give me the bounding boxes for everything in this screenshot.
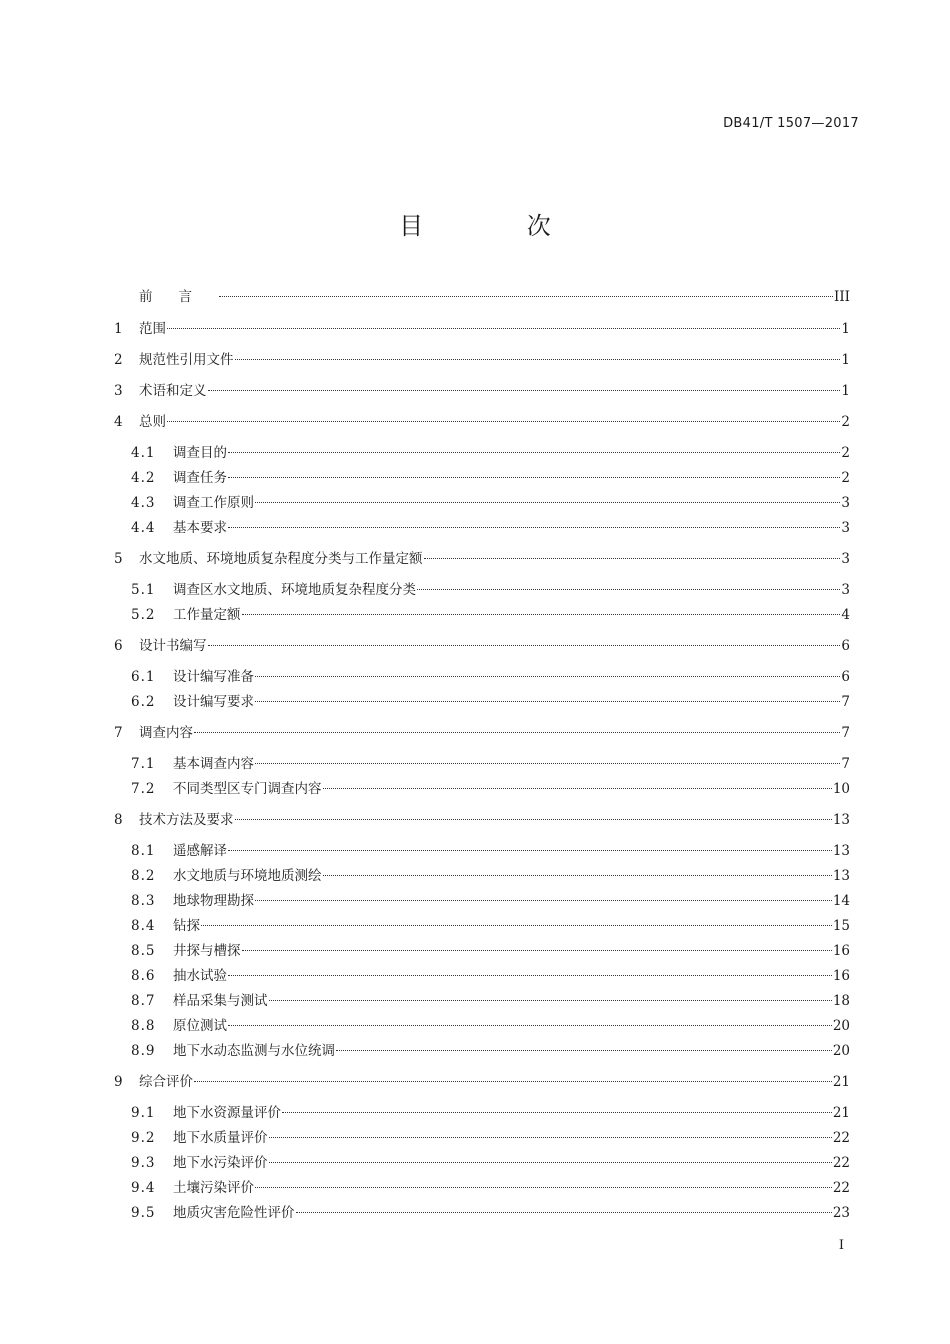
toc-entry[interactable] — [131, 1128, 850, 1148]
toc-entry-page: 6 — [841, 669, 850, 685]
toc-entry-number: 9.2 — [131, 1130, 156, 1146]
toc-entry[interactable] — [131, 692, 850, 712]
toc-entry[interactable] — [114, 723, 850, 743]
toc-entry-number: 8.3 — [131, 893, 156, 909]
toc-entry[interactable] — [131, 1178, 850, 1198]
toc-entry-number: 8.7 — [131, 993, 156, 1009]
toc-entry[interactable] — [114, 319, 850, 339]
toc-dot-leader — [255, 701, 840, 702]
toc-entry-number: 4 — [114, 414, 123, 430]
toc-entry-title: 设计编写准备 — [173, 669, 254, 685]
toc-dot-leader — [269, 1137, 832, 1138]
toc-entry-title: 地下水污染评价 — [173, 1155, 268, 1171]
toc-entry-page: 1 — [841, 321, 850, 337]
toc-entry[interactable] — [114, 287, 850, 307]
toc-dot-leader — [228, 1025, 832, 1026]
toc-entry[interactable] — [114, 636, 850, 656]
toc-entry-number: 8.1 — [131, 843, 156, 859]
toc-entry-page: 1 — [841, 352, 850, 368]
toc-entry-title: 前言 — [139, 289, 218, 305]
toc-dot-leader — [269, 1162, 832, 1163]
toc-dot-leader — [323, 788, 832, 789]
toc-dot-leader — [424, 558, 841, 559]
toc-entry-title: 技术方法及要求 — [139, 812, 234, 828]
toc-entry-page: 13 — [832, 843, 850, 859]
toc-entry-page: 20 — [832, 1043, 850, 1059]
toc-entry[interactable] — [131, 966, 850, 986]
toc-entry-page: 22 — [832, 1130, 850, 1146]
toc-entry-title: 地球物理勘探 — [173, 893, 254, 909]
page-title: 目 次 — [399, 212, 599, 240]
toc-dot-leader — [255, 676, 840, 677]
toc-entry-number: 9.4 — [131, 1180, 156, 1196]
toc-dot-leader — [255, 1187, 832, 1188]
toc-entry-page: 13 — [832, 812, 850, 828]
toc-entry-page: 7 — [841, 725, 850, 741]
toc-dot-leader — [417, 589, 840, 590]
toc-entry[interactable] — [131, 754, 850, 774]
toc-entry-number: 6.2 — [131, 694, 156, 710]
toc-entry-page: 10 — [832, 781, 850, 797]
toc-entry-title: 水文地质、环境地质复杂程度分类与工作量定额 — [139, 551, 423, 567]
toc-dot-leader — [242, 950, 832, 951]
toc-entry[interactable] — [131, 1041, 850, 1061]
toc-entry-page: 2 — [841, 445, 850, 461]
toc-entry-title: 术语和定义 — [139, 383, 207, 399]
toc-entry-number: 9.3 — [131, 1155, 156, 1171]
toc-dot-leader — [228, 850, 832, 851]
toc-entry-title: 样品采集与测试 — [173, 993, 268, 1009]
toc-entry-title: 基本要求 — [173, 520, 227, 536]
toc-entry-title: 水文地质与环境地质测绘 — [173, 868, 322, 884]
toc-entry-page: 2 — [841, 470, 850, 486]
toc-entry[interactable] — [131, 1016, 850, 1036]
toc-entry-page: III — [834, 289, 850, 305]
toc-dot-leader — [201, 925, 832, 926]
toc-entry-number: 5 — [114, 551, 123, 567]
toc-entry-title: 地质灾害危险性评价 — [173, 1205, 295, 1221]
toc-dot-leader — [228, 527, 840, 528]
toc-entry-page: 1 — [841, 383, 850, 399]
toc-entry-title: 不同类型区专门调查内容 — [173, 781, 322, 797]
toc-entry-title: 设计书编写 — [139, 638, 207, 654]
toc-entry-page: 14 — [832, 893, 850, 909]
toc-entry-title: 土壤污染评价 — [173, 1180, 254, 1196]
toc-entry[interactable] — [131, 891, 850, 911]
toc-entry-number: 6 — [114, 638, 123, 654]
toc-entry-title: 调查区水文地质、环境地质复杂程度分类 — [173, 582, 416, 598]
toc-entry-title: 调查任务 — [173, 470, 227, 486]
toc-entry-title: 总则 — [139, 414, 166, 430]
toc-entry-number: 8.4 — [131, 918, 156, 934]
toc-entry-page: 15 — [832, 918, 850, 934]
toc-dot-leader — [336, 1050, 832, 1051]
toc-entry-number: 3 — [114, 383, 123, 399]
toc-entry[interactable] — [114, 810, 850, 830]
toc-dot-leader — [167, 421, 840, 422]
toc-entry-title: 设计编写要求 — [173, 694, 254, 710]
toc-entry[interactable] — [114, 549, 850, 569]
toc-entry-page: 4 — [841, 607, 850, 623]
toc-entry-page: 6 — [841, 638, 850, 654]
toc-dot-leader — [235, 359, 841, 360]
toc-entry-title: 工作量定额 — [173, 607, 241, 623]
toc-entry-title: 基本调查内容 — [173, 756, 254, 772]
toc-entry-number: 8.2 — [131, 868, 156, 884]
toc-entry[interactable] — [131, 443, 850, 463]
toc-entry-title: 规范性引用文件 — [139, 352, 234, 368]
toc-dot-leader — [208, 645, 841, 646]
toc-entry-page: 21 — [832, 1105, 850, 1121]
toc-entry-page: 3 — [841, 551, 850, 567]
toc-entry[interactable] — [114, 412, 850, 432]
toc-entry-number: 7 — [114, 725, 123, 741]
toc-entry-title: 井探与槽探 — [173, 943, 241, 959]
toc-entry-page: 16 — [832, 968, 850, 984]
toc-entry-page: 7 — [841, 756, 850, 772]
toc-entry-title: 地下水动态监测与水位统调 — [173, 1043, 335, 1059]
toc-entry-number: 8.8 — [131, 1018, 156, 1034]
toc-entry-title: 原位测试 — [173, 1018, 227, 1034]
toc-entry-title: 调查内容 — [139, 725, 193, 741]
toc-entry[interactable] — [131, 841, 850, 861]
toc-dot-leader — [208, 390, 841, 391]
toc-entry-page: 3 — [841, 495, 850, 511]
toc-entry-title: 综合评价 — [139, 1074, 193, 1090]
toc-dot-leader — [228, 477, 840, 478]
toc-dot-leader — [194, 732, 840, 733]
toc-entry-page: 22 — [832, 1180, 850, 1196]
toc-entry-number: 9 — [114, 1074, 123, 1090]
toc-entry[interactable] — [131, 1203, 850, 1223]
toc-entry-title: 调查工作原则 — [173, 495, 254, 511]
toc-dot-leader — [269, 1000, 832, 1001]
toc-entry-number: 7.2 — [131, 781, 156, 797]
toc-entry[interactable] — [131, 518, 850, 538]
toc-entry-title: 地下水质量评价 — [173, 1130, 268, 1146]
toc-entry[interactable] — [131, 941, 850, 961]
toc-entry-number: 5.2 — [131, 607, 156, 623]
toc-entry[interactable] — [114, 350, 850, 370]
toc-entry-page: 22 — [832, 1155, 850, 1171]
toc-entry-page: 21 — [832, 1074, 850, 1090]
toc-dot-leader — [255, 502, 840, 503]
toc-entry-page: 7 — [841, 694, 850, 710]
toc-entry-title: 范围 — [139, 321, 166, 337]
toc-entry[interactable] — [131, 1103, 850, 1123]
toc-entry[interactable] — [131, 468, 850, 488]
toc-dot-leader — [167, 328, 840, 329]
toc-entry[interactable] — [131, 866, 850, 886]
toc-dot-leader — [235, 819, 832, 820]
toc-entry-title: 遥感解译 — [173, 843, 227, 859]
toc-entry-number: 1 — [114, 321, 123, 337]
toc-dot-leader — [228, 452, 840, 453]
toc-entry[interactable] — [131, 1153, 850, 1173]
toc-entry-title: 钻探 — [173, 918, 200, 934]
toc-entry[interactable] — [114, 381, 850, 401]
toc-entry-page: 20 — [832, 1018, 850, 1034]
toc-entry-number: 8.6 — [131, 968, 156, 984]
toc-dot-leader — [255, 763, 840, 764]
toc-entry-number: 4.1 — [131, 445, 156, 461]
toc-entry[interactable] — [131, 779, 850, 799]
toc-entry-number: 4.4 — [131, 520, 156, 536]
page-number: I — [838, 1238, 844, 1253]
toc-entry-number: 9.1 — [131, 1105, 156, 1121]
toc-entry-number: 4.2 — [131, 470, 156, 486]
toc-dot-leader — [323, 875, 832, 876]
toc-dot-leader — [282, 1112, 832, 1113]
toc-dot-leader — [219, 296, 833, 297]
toc-entry-number: 8.9 — [131, 1043, 156, 1059]
toc-entry-number: 7.1 — [131, 756, 156, 772]
toc-entry-title: 调查目的 — [173, 445, 227, 461]
toc-entry-title: 地下水资源量评价 — [173, 1105, 281, 1121]
toc-dot-leader — [194, 1081, 832, 1082]
toc-entry-page: 23 — [832, 1205, 850, 1221]
toc-entry[interactable] — [131, 991, 850, 1011]
toc-dot-leader — [242, 614, 841, 615]
toc-entry-page: 16 — [832, 943, 850, 959]
toc-entry[interactable] — [131, 916, 850, 936]
toc-entry-number: 6.1 — [131, 669, 156, 685]
toc-entry-number: 4.3 — [131, 495, 156, 511]
toc-entry[interactable] — [131, 580, 850, 600]
toc-entry-number: 8 — [114, 812, 123, 828]
toc-entry-page: 3 — [841, 520, 850, 536]
toc-dot-leader — [228, 975, 832, 976]
toc-entry[interactable] — [131, 493, 850, 513]
toc-entry-number: 9.5 — [131, 1205, 156, 1221]
toc-entry-number: 8.5 — [131, 943, 156, 959]
toc-dot-leader — [296, 1212, 832, 1213]
document-code: DB41/T 1507—2017 — [723, 116, 859, 131]
toc-entry[interactable] — [114, 1072, 850, 1092]
toc-entry-number: 2 — [114, 352, 123, 368]
toc-entry[interactable] — [131, 605, 850, 625]
toc-entry-page: 2 — [841, 414, 850, 430]
toc-entry-title: 抽水试验 — [173, 968, 227, 984]
toc-entry-page: 3 — [841, 582, 850, 598]
toc-entry-page: 18 — [832, 993, 850, 1009]
toc-entry[interactable] — [131, 667, 850, 687]
toc-entry-number: 5.1 — [131, 582, 156, 598]
toc-dot-leader — [255, 900, 832, 901]
toc-entry-page: 13 — [832, 868, 850, 884]
